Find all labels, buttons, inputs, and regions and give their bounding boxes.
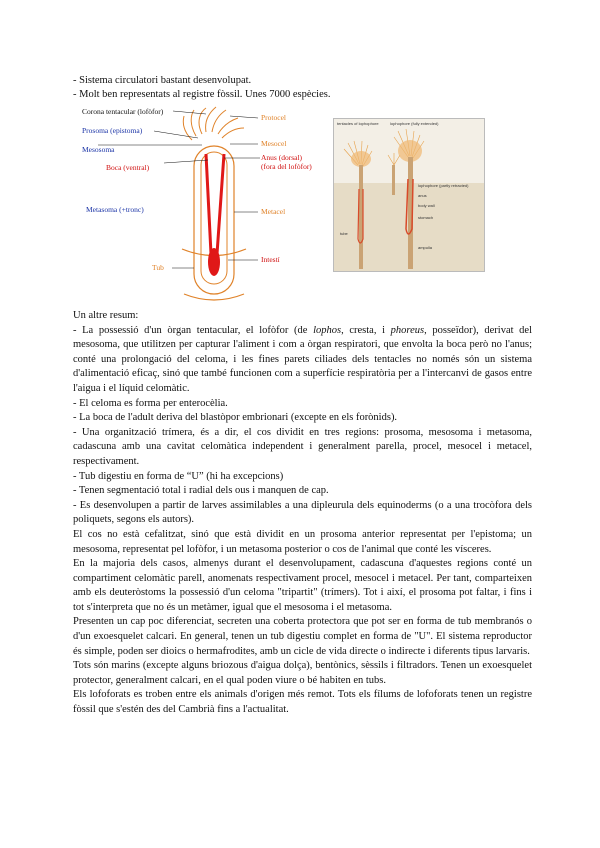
bullet-u-gut: - Tub digestiu en forma de “U” (hi ha excepcions) xyxy=(73,470,284,482)
paragraph-protection: Presenten un cap poc diferenciat, secreten una coberta protectora que pot ser en forma de tub membranós o d'un exoesquelet calcari. En general, tenen un tub digestiu complet en forma de "U". El sistema reproductor és simple, poden ser dioics o hermafrodites, amb un cicle de vida directe o indirecte i diferents tipus larvaris. xyxy=(73,616,532,657)
intro-line-fossil-record: - Molt ben representats al registre fòssil. Unes 7000 espècies. xyxy=(73,89,331,100)
lophophore-tentacles xyxy=(183,107,244,140)
bullet-larvae: - Es desenvolupen a partir de larves assimilables a una dipleurula dels equinoderms (o a una trocòfora dels poliquets, segons els autors). xyxy=(73,499,532,526)
bullet-enterocoely: - El celoma es forma per enterocèlia. xyxy=(73,397,228,409)
lophophorate-anatomy-figure xyxy=(78,104,328,306)
paragraph-coelom: En la majoria dels casos, almenys durant el desenvolupament, cadascuna d'aquestes regions conté un compartiment celomàtic parell, anomenats respectivament procel, mesocel i metacel. Per tant, comparteixen amb els deuteròstoms la possessió d'un celoma "tripartit" (trímers). Tot i així, el prosoma pot faltar, i fins i tot s'interpreta que no és un metàmer, igual que el mesosoma i el metasoma. xyxy=(73,558,532,613)
label-anus-note: (fora del lofòfor) xyxy=(261,162,312,171)
label-metasoma: Metasoma (+tronc) xyxy=(86,205,144,214)
bullet-blastopore: - La boca de l'adult deriva del blastòpor embrionari (excepte en els forònids). xyxy=(73,412,398,424)
label-body-wall: body wall xyxy=(418,203,435,208)
bullet-trimery: - Una organització trímera, és a dir, el cos dividit en tres regions: prosoma, mesosoma i metasoma, cadascuna amb una cavitat celomàtica independent i generalment parella, procel, mesocel i metacel, respectivament. xyxy=(73,426,532,467)
phoronid-drawing xyxy=(334,119,484,271)
label-anus-r: anus xyxy=(418,193,427,198)
label-boca: Boca (ventral) xyxy=(106,163,150,172)
label-protocel: Protocel xyxy=(261,113,286,122)
label-tube-r: tube xyxy=(340,231,348,236)
paragraph-habitat: Tots són marins (excepte alguns briozous d'aigua dolça), bentònics, sèssils i filtradors. Tenen un exoesquelet protector, generalment calcari, en el qual poden viure o bé habiten en tubs. xyxy=(73,660,532,686)
phoronid-illustration xyxy=(333,118,485,272)
bullet-segmentation: - Tenen segmentació total i radial dels ous i manquen de cap. xyxy=(73,485,329,497)
label-mesocel: Mesocel xyxy=(261,139,287,148)
summary-title: Un altre resum: xyxy=(73,310,139,321)
label-extended: lophophore (fully extended) xyxy=(390,121,439,126)
label-ampulla: ampulla xyxy=(418,245,433,250)
paragraph-body-plan: El cos no està cefalitzat, sinó que està dividit en un prosoma anterior representat per l'epistoma; un mesosoma, representat pel lofòfor, i un metasoma posterior o cos de l'animal que conté les vísceres. xyxy=(73,528,532,555)
label-stomach: stomach xyxy=(418,215,434,220)
label-metacel: Metacel xyxy=(261,207,286,216)
bullet-lophophore: - La possessió d'un òrgan tentacular, el lofòfor (de lophos, cresta, i phoreus, posseïdor), derivat del mesosoma, que utilitzen per capturar l'aliment i com a òrgan respiratori, que envolta la boca però no l'anus; conté una prolongació del celoma, i les fines parets ciliades dels tentacles no només són un sistema d'alimentació eficaç, sinó que també funcionen com a superfície respiratòria per a l'intercanvi de gasos entre l'aigua i el líquid celomàtic. xyxy=(73,324,532,394)
label-prosoma: Prosoma (epistoma) xyxy=(82,126,143,135)
label-tub: Tub xyxy=(152,263,164,272)
label-corona: Corona tentacular (lofòfor) xyxy=(82,107,164,116)
intro-line-circulatory: - Sistema circulatori bastant desenvolupat. xyxy=(73,75,252,86)
main-text xyxy=(73,309,532,718)
paragraph-fossil: Els lofoforats es troben entre els animals d'origen més remot. Tots els fílums de lofoforats tenen un registre fòssil que s'estén des del Cambrià fins a l'actualitat. xyxy=(73,689,532,716)
label-mesosoma: Mesosoma xyxy=(82,145,115,154)
label-anus: Anus (dorsal) xyxy=(261,153,303,162)
label-intesti: Intestí xyxy=(261,255,280,264)
label-retracted: lophophore (partly retracted) xyxy=(418,183,469,188)
intestine xyxy=(208,248,220,276)
label-tentacles: tentacles of lophophore xyxy=(337,121,379,126)
